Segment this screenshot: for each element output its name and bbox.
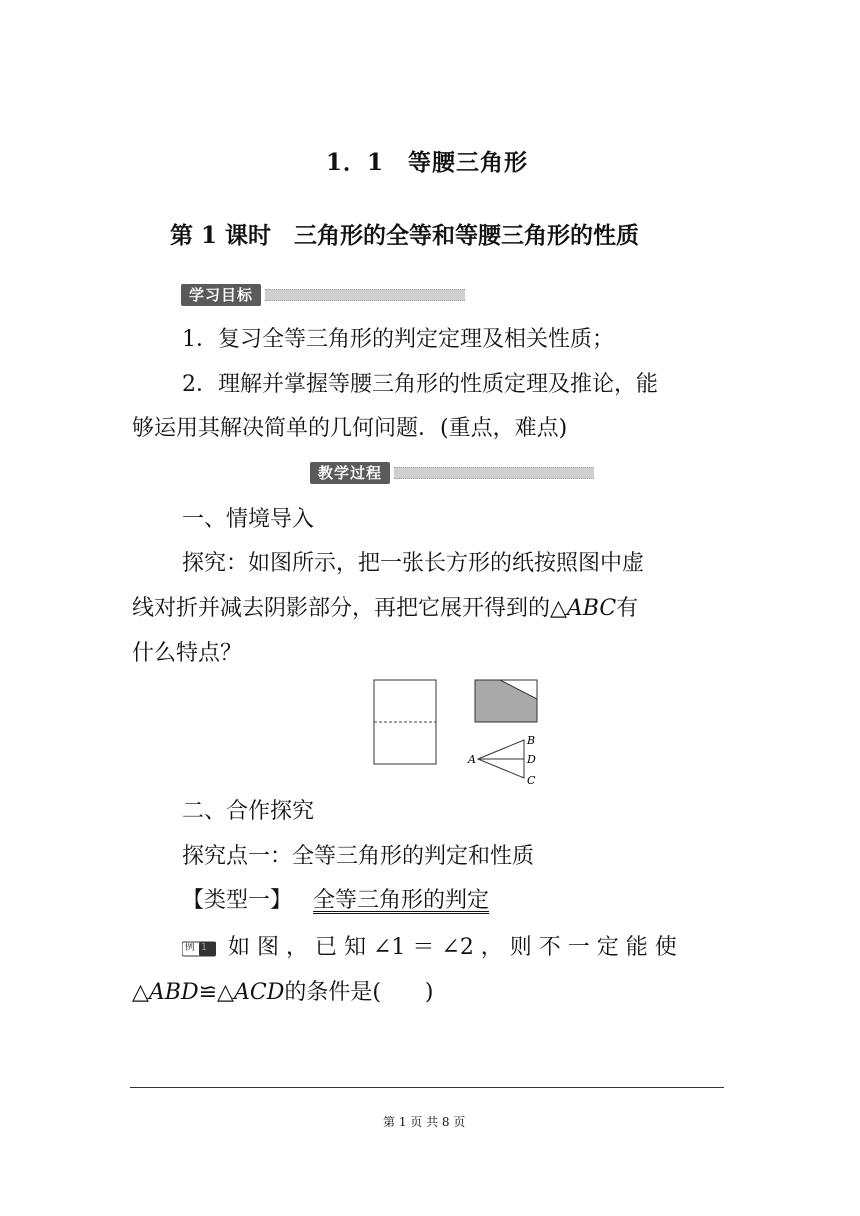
part1-line-2-prefix: 线对折并减去阴影部分，再把它展开得到的△	[132, 596, 567, 621]
example-1-line-2	[132, 982, 434, 1004]
example-1-line-2-suffix: 的条件是( )	[284, 980, 434, 1005]
lesson-subtitle: 第 1 课时 三角形的全等和等腰三角形的性质	[170, 222, 640, 249]
objective-item-2-line-1: 2．理解并掌握等腰三角形的性质定理及推论，能	[182, 372, 658, 397]
triangle-acd-label: ACD	[233, 980, 285, 1005]
part1-line-2-suffix: 有	[616, 596, 639, 621]
part2-heading: 二、合作探究	[182, 799, 315, 824]
figure-label-d: D	[527, 753, 536, 766]
part1-line-1: 探究：如图所示，把一张长方形的纸按照图中虚	[182, 551, 645, 576]
congruence-symbol: ≌△	[198, 980, 234, 1005]
figure-label-b: B	[527, 734, 536, 747]
example-badge-label: 例1	[184, 942, 214, 953]
process-section-tag	[310, 462, 594, 484]
objective-item-2-line-2: 够运用其解决简单的几何问题．(重点，难点)	[132, 416, 568, 441]
part1-line-2	[132, 598, 638, 620]
triangle-abd-label: ABD	[148, 980, 199, 1005]
triangle-abc-label: ABC	[566, 596, 617, 621]
process-label: 教学过程	[310, 462, 390, 484]
example-1-text: 如 图 ， 已 知 ∠1 ＝ ∠2 ， 则 不 一 定 能 使	[228, 935, 677, 960]
type-bracket: 【类型一】	[182, 888, 293, 913]
objectives-label: 学习目标	[181, 284, 261, 306]
page-title: 1．1 等腰三角形	[326, 149, 529, 176]
figure-label-a: A	[468, 753, 476, 766]
page-footer: 第 1 页 共 8 页	[383, 1115, 466, 1129]
example-badge	[182, 940, 216, 956]
objectives-section-tag	[181, 284, 465, 306]
type-title: 全等三角形的判定	[313, 888, 490, 913]
type-heading	[182, 890, 489, 912]
part1-heading: 一、情境导入	[182, 507, 315, 532]
triangle-symbol-1: △	[132, 980, 149, 1005]
footer-divider	[130, 1087, 724, 1088]
part1-line-3: 什么特点？	[132, 641, 243, 666]
process-bar	[394, 467, 594, 479]
example-1-line-1	[182, 937, 677, 959]
inquiry-point-1: 探究点一：全等三角形的判定和性质	[182, 844, 535, 869]
paper-folding-figure	[360, 672, 560, 792]
objectives-bar	[265, 289, 465, 301]
figure-label-c: C	[527, 774, 536, 787]
objective-item-1: 1．复习全等三角形的判定定理及相关性质；	[182, 327, 614, 352]
